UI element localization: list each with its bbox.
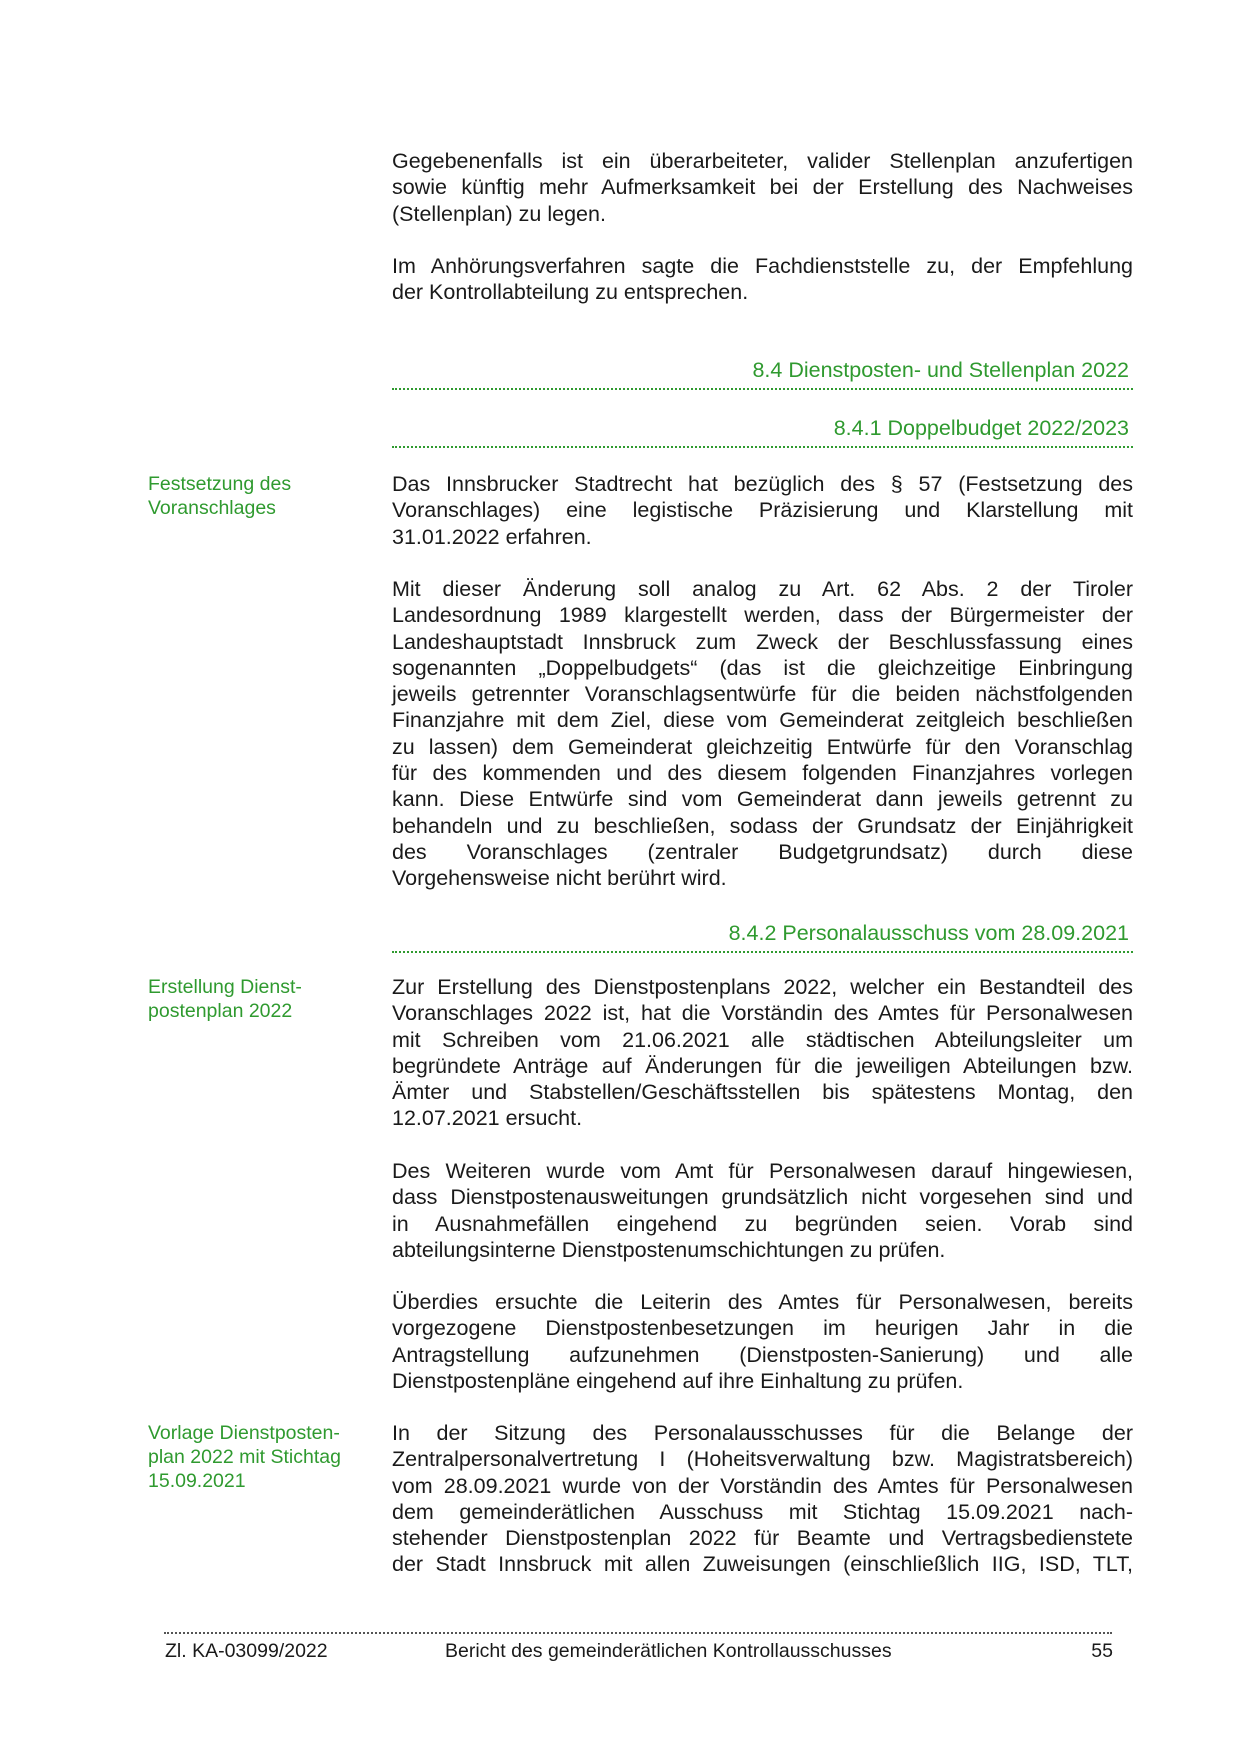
paragraph-stadtrecht [392, 471, 1133, 550]
side-note-line: Voranschlages [148, 497, 276, 519]
text-line: Zur Erstellung des Dienstpostenplans 2022, welcher ein Bestandteil des [392, 975, 1133, 999]
text-line: in Ausnahmefällen eingehend zu begründen seien. Vorab sind [392, 1211, 1133, 1236]
paragraph-sitzung-personalausschuss [392, 1420, 1133, 1578]
paragraph-anhoerungsverfahren [392, 253, 1133, 306]
footer-title: Bericht des gemeinderätlichen Kontrollausschusses [445, 1640, 892, 1662]
text-line: der Stadt Innsbruck mit allen Zuweisungen (einschließlich IIG, ISD, TLT, [392, 1552, 1133, 1577]
text-line: dass Dienstpostenausweitungen grundsätzlich nicht vorgesehen sind und [392, 1185, 1133, 1210]
text-line: Finanzjahre mit dem Ziel, diese vom Gemeinderat zeitgleich beschließen [392, 708, 1133, 733]
text-line: Voranschlages 2022 ist, hat die Vorständin des Amtes für Personalwesen [392, 1001, 1133, 1026]
section-heading-text: 8.4 Dienstposten- und Stellenplan 2022 [752, 358, 1129, 382]
text-line: 12.07.2021 ersucht. [392, 1106, 583, 1131]
side-note-line: postenplan 2022 [148, 1000, 293, 1022]
text-line: (Stellenplan) zu legen. [392, 201, 606, 226]
text-line: des Voranschlages (zentraler Budgetgrundsatz) durch diese [392, 839, 1133, 864]
side-note-line: Vorlage Dienstposten- [148, 1422, 340, 1444]
text-line: dem gemeinderätlichen Ausschuss mit Stichtag 15.09.2021 nach- [392, 1499, 1133, 1524]
text-line: Voranschlages) eine legistische Präzisierung und Klarstellung mit [392, 498, 1133, 523]
text-line: kann. Diese Entwürfe sind vom Gemeinderat dann jeweils getrennt zu [392, 787, 1133, 812]
section-heading-8-4 [392, 350, 1133, 390]
paragraph-ueberdies [392, 1289, 1133, 1394]
text-line: Antragstellung aufzunehmen (Dienstposten-Sanierung) und alle [392, 1342, 1133, 1367]
text-line: behandeln und zu beschließen, sodass der Grundsatz der Einjährigkeit [392, 813, 1133, 838]
text-line: der Kontrollabteilung zu entsprechen. [392, 280, 749, 305]
text-line: vorgezogene Dienstpostenbesetzungen im heurigen Jahr in die [392, 1316, 1133, 1341]
text-line: jeweils getrennter Voranschlagsentwürfe für die beiden nächstfolgenden [392, 682, 1133, 707]
text-line: Des Weiteren wurde vom Amt für Personalwesen darauf hingewiesen, [392, 1159, 1133, 1183]
text-line: abteilungsinterne Dienstpostenumschichtungen zu prüfen. [392, 1237, 946, 1262]
text-line: Überdies ersuchte die Leiterin des Amtes für Personalwesen, bereits [392, 1290, 1133, 1314]
footer-reference: Zl. KA-03099/2022 [165, 1640, 328, 1662]
text-line: Landeshauptstadt Innsbruck zum Zweck der Beschlussfassung eines [392, 629, 1133, 654]
text-line: sogenannten „Doppelbudgets“ (das ist die gleichzeitige Einbringung [392, 655, 1133, 680]
text-line: Mit dieser Änderung soll analog zu Art. 62 Abs. 2 der Tiroler [392, 577, 1133, 601]
text-line: Vorgehensweise nicht berührt wird. [392, 866, 727, 891]
paragraph-doppelbudget [392, 576, 1133, 892]
text-line: vom 28.09.2021 wurde von der Vorständin des Amtes für Personalwesen [392, 1473, 1133, 1498]
text-line: zu lassen) dem Gemeinderat gleichzeitig Entwürfe für den Voranschlag [392, 734, 1133, 759]
paragraph-des-weiteren [392, 1158, 1133, 1263]
text-line: In der Sitzung des Personalausschusses für die Belange der [392, 1421, 1133, 1445]
text-line: Zentralpersonalvertretung I (Hoheitsverwaltung bzw. Magistratsbereich) [392, 1447, 1133, 1472]
text-line: Gegebenenfalls ist ein überarbeiteter, valider Stellenplan anzufertigen [392, 149, 1133, 173]
text-line: Dienstpostenpläne eingehend auf ihre Einhaltung zu prüfen. [392, 1368, 964, 1393]
text-line: Landesordnung 1989 klargestellt werden, dass der Bürgermeister der [392, 603, 1133, 628]
side-note-festsetzung [148, 472, 368, 520]
text-line: 31.01.2022 erfahren. [392, 524, 592, 549]
side-note-vorlage [148, 1421, 368, 1493]
text-line: für des kommenden und des diesem folgenden Finanzjahres vorlegen [392, 761, 1133, 786]
side-note-erstellung [148, 975, 368, 1023]
side-note-line: plan 2022 mit Stichtag [148, 1446, 341, 1468]
text-line: mit Schreiben vom 21.06.2021 alle städtischen Abteilungsleiter um [392, 1027, 1133, 1052]
section-heading-8-4-1 [392, 408, 1133, 448]
text-line: begründete Anträge auf Änderungen für die jeweiligen Abteilungen bzw. [392, 1053, 1133, 1078]
paragraph-stellenplan-recommendation [392, 148, 1133, 227]
page-number: 55 [1091, 1640, 1113, 1662]
paragraph-erstellung-dienstpostenplan [392, 974, 1133, 1132]
section-heading-8-4-2 [392, 913, 1133, 953]
footer-divider [164, 1632, 1112, 1634]
text-line: Das Innsbrucker Stadtrecht hat bezüglich des § 57 (Festsetzung des [392, 472, 1133, 496]
section-heading-text: 8.4.2 Personalausschuss vom 28.09.2021 [728, 921, 1129, 945]
text-line: Im Anhörungsverfahren sagte die Fachdienststelle zu, der Empfehlung [392, 254, 1133, 278]
text-line: sowie künftig mehr Aufmerksamkeit bei der Erstellung des Nachweises [392, 175, 1133, 200]
text-line: stehender Dienstpostenplan 2022 für Beamte und Vertragsbedienstete [392, 1526, 1133, 1551]
side-note-line: Festsetzung des [148, 473, 292, 495]
section-heading-text: 8.4.1 Doppelbudget 2022/2023 [833, 416, 1129, 440]
side-note-line: 15.09.2021 [148, 1470, 246, 1492]
side-note-line: Erstellung Dienst- [148, 976, 302, 998]
text-line: Ämter und Stabstellen/Geschäftsstellen bis spätestens Montag, den [392, 1080, 1133, 1105]
